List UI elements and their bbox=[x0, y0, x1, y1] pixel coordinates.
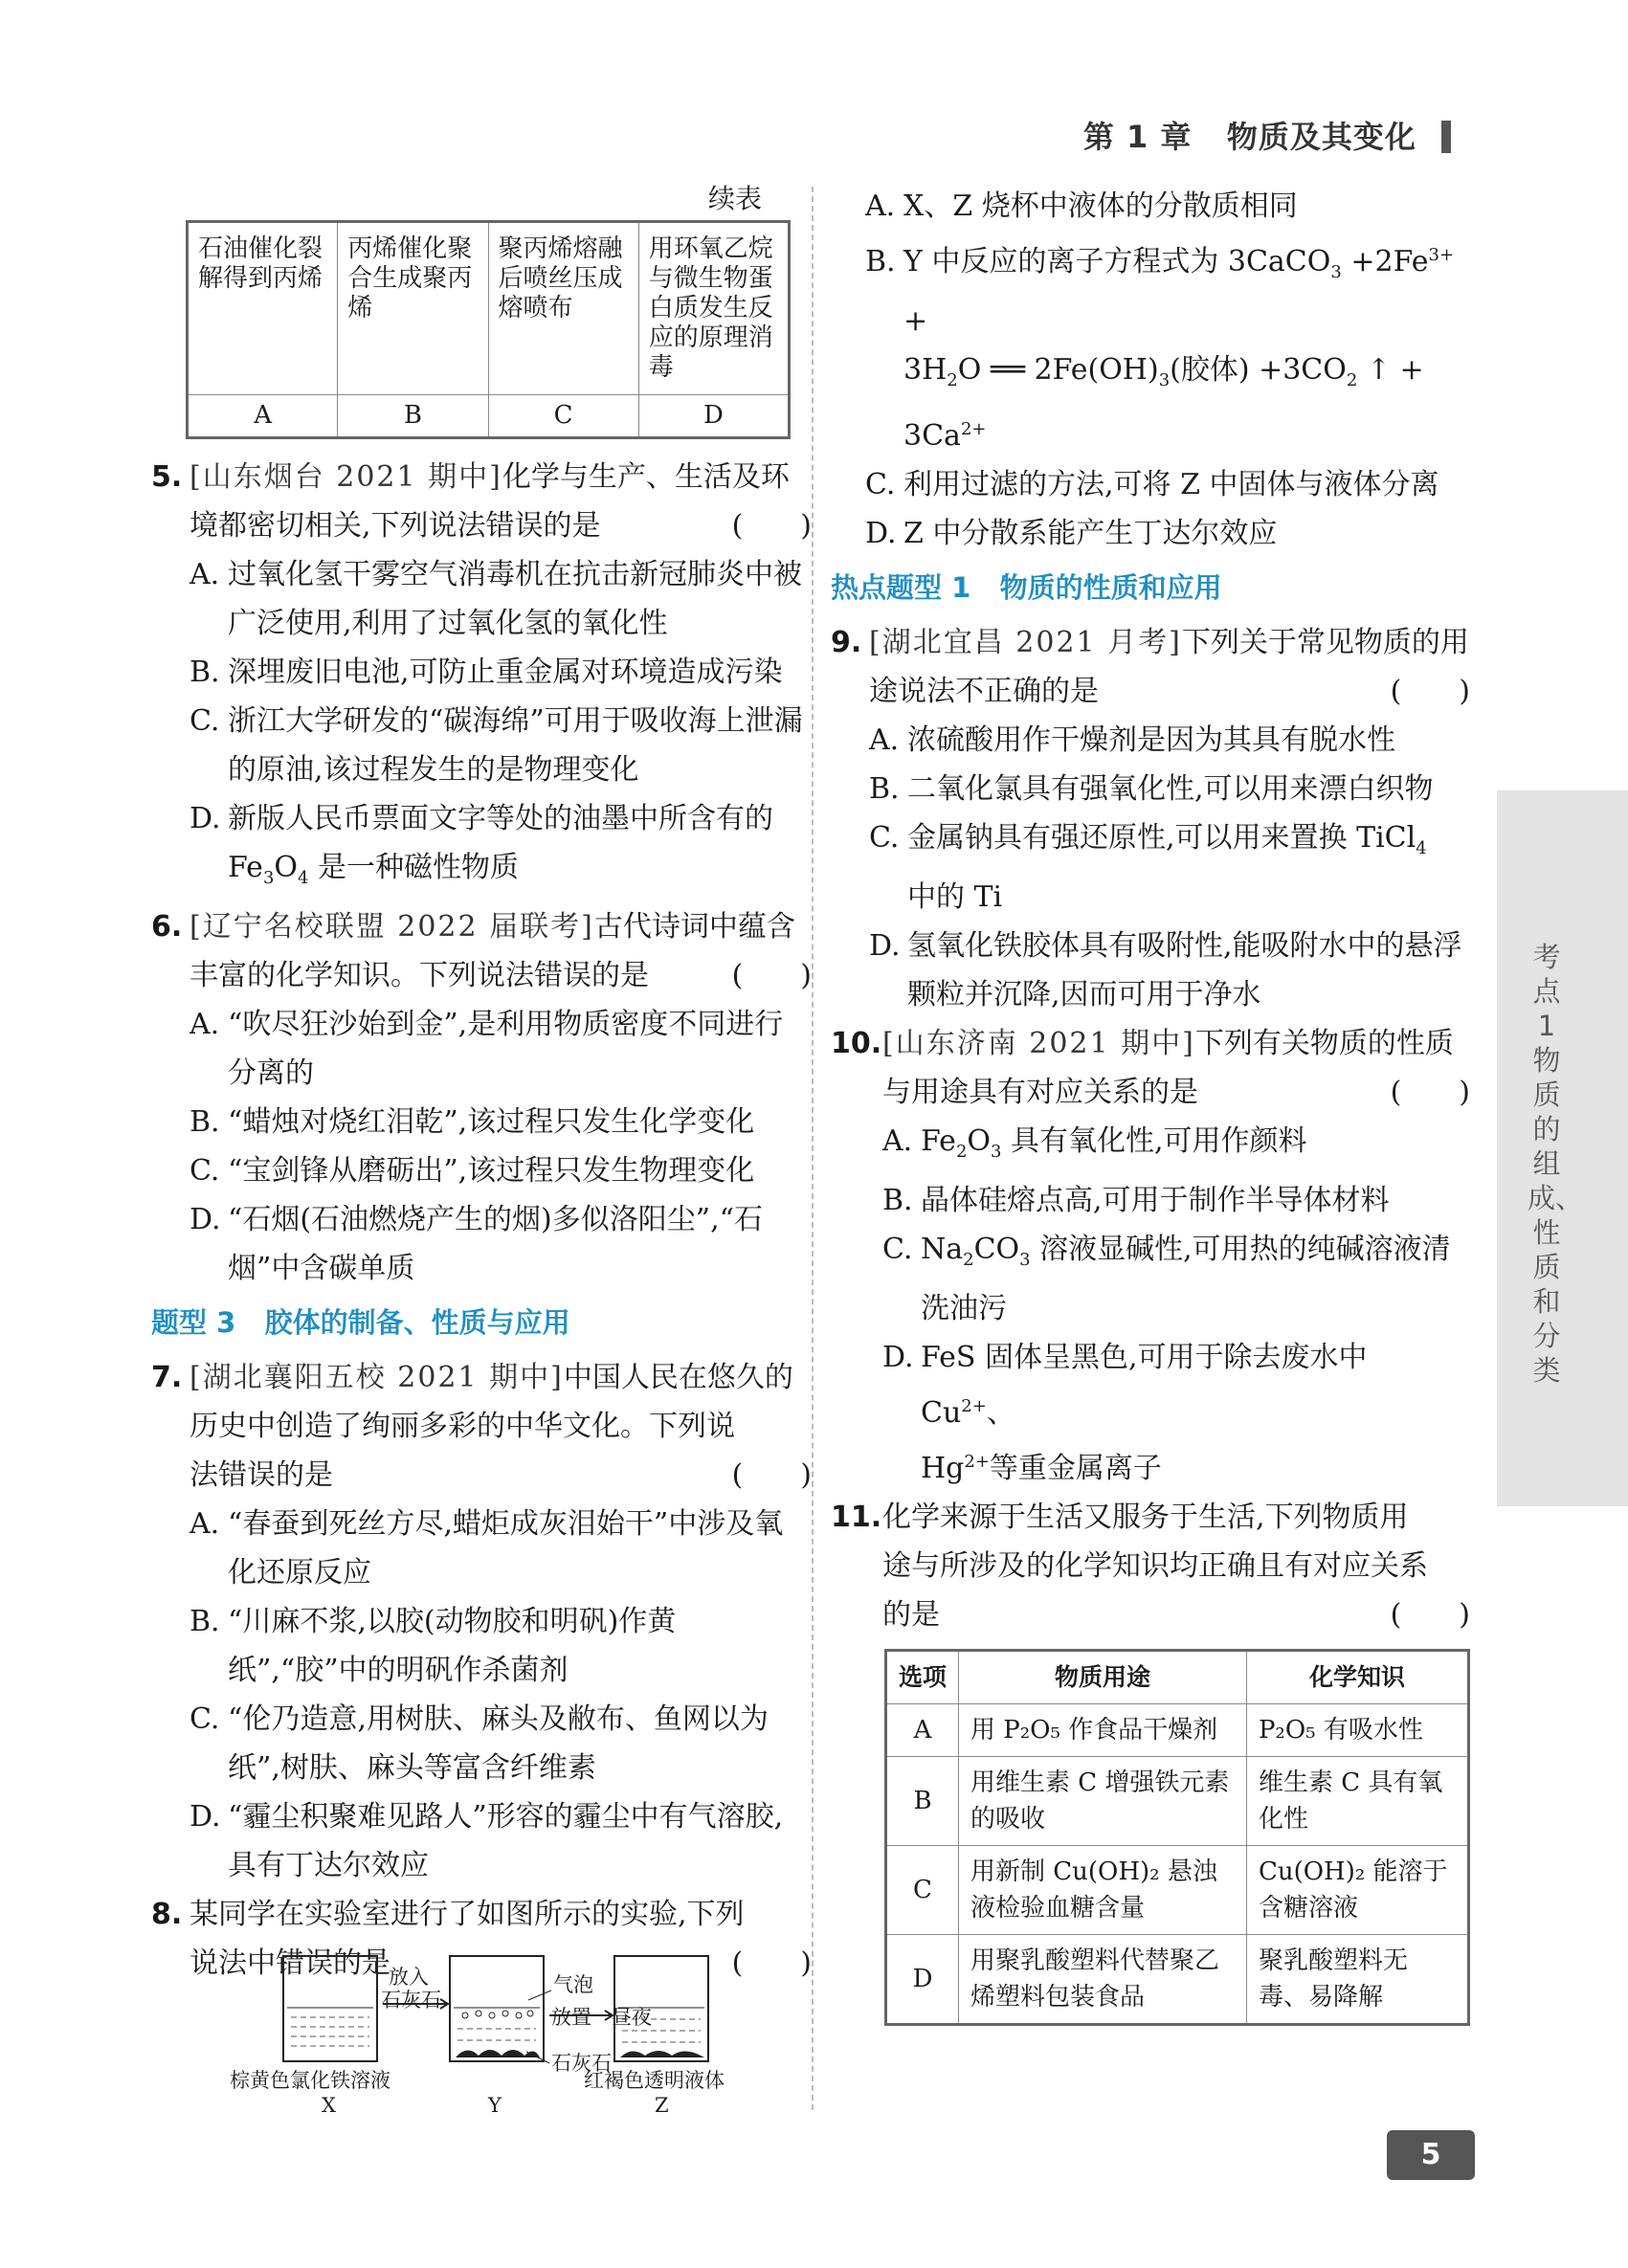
stone-label: 石灰石 bbox=[551, 2052, 612, 2075]
question-stem: 途说法不正确的是 bbox=[869, 675, 1099, 708]
table-caption: 续表 bbox=[707, 183, 762, 214]
option-a: A. X、Z 烧杯中液体的分散质相同 bbox=[865, 189, 1298, 223]
x-desc: 棕黄色氯化铁溶液 bbox=[230, 2069, 390, 2092]
answer-paren: ( ) bbox=[1390, 1076, 1470, 1109]
option-b: B. 二氧化氯具有强氧化性,可以用来漂白织物 bbox=[869, 772, 1434, 806]
page-number: 5 bbox=[1387, 2130, 1475, 2180]
question-number: 11. bbox=[831, 1501, 882, 1534]
table-cell: A bbox=[886, 1704, 959, 1757]
left-column bbox=[151, 182, 812, 1988]
question-5 bbox=[151, 453, 812, 902]
question-stem: 化学来源于生活又服务于生活,下列物质用 bbox=[882, 1501, 1409, 1534]
option-b: B. 晶体硅熔点高,可用于制作半导体材料 bbox=[882, 1184, 1390, 1217]
question-stem: 说法中错误的是 bbox=[190, 1946, 390, 1980]
table-cell: 用聚乳酸塑料代替聚乙烯塑料包装食品 bbox=[959, 1935, 1247, 2025]
header-bar bbox=[1441, 121, 1451, 153]
option-a: A. 浓硫酸用作干燥剂是因为其具有脱水性 bbox=[869, 723, 1395, 757]
table-cell: P₂O₅ 有吸水性 bbox=[1246, 1704, 1468, 1757]
table-row bbox=[886, 1846, 1469, 1935]
question-number: 7. bbox=[151, 1361, 183, 1394]
option-b: B. “川麻不浆,以胶(动物胶和明矾)作黄纸”,“胶”中的明矾作杀菌剂 bbox=[190, 1605, 677, 1687]
table-label: C bbox=[488, 395, 638, 438]
table-cell: B bbox=[886, 1757, 959, 1846]
section-heading bbox=[151, 1299, 812, 1347]
question-stem: 某同学在实验室进行了如图所示的实验,下列 bbox=[190, 1898, 745, 1931]
table-cell: 用环氧乙烷与微生物蛋白质发生反应的原理消毒 bbox=[638, 222, 789, 395]
table-cell: 石油催化裂解得到丙烯 bbox=[188, 222, 338, 395]
question-7 bbox=[151, 1353, 812, 1890]
question-stem: 与用途具有对应关系的是 bbox=[882, 1076, 1198, 1109]
option-c: C. “宝剑锋从磨砺出”,该过程只发生物理变化 bbox=[190, 1154, 755, 1188]
question-stem: 丰富的化学知识。下列说法错误的是 bbox=[190, 959, 649, 992]
answer-paren: ( ) bbox=[731, 1946, 812, 1980]
option-a: A. “春蚕到死丝方尽,蜡炬成灰泪始干”中涉及氧化还原反应 bbox=[190, 1507, 784, 1590]
option-c: C. 金属钠具有强还原性,可以用来置换 TiCl$_4$ 中的 Ti bbox=[869, 821, 1427, 914]
answer-paren: ( ) bbox=[1390, 1598, 1470, 1632]
option-b: B. “蜡烛对烧红泪乾”,该过程只发生化学变化 bbox=[190, 1105, 755, 1139]
question-number: 8. bbox=[151, 1898, 183, 1931]
question-stem: 境都密切相关,下列说法错误的是 bbox=[190, 509, 601, 543]
question-11-table bbox=[884, 1649, 1470, 2026]
table-header: 选项 bbox=[886, 1651, 959, 1704]
step1-label: 放入 bbox=[389, 1966, 429, 1989]
question-6 bbox=[151, 902, 812, 1293]
chapter-number: 第 1 章 bbox=[1082, 119, 1193, 155]
y-label: Y bbox=[488, 2094, 502, 2117]
option-c: C. “伦乃造意,用树肤、麻头及敝布、鱼网以为纸”,树肤、麻头等富含纤维素 bbox=[190, 1702, 769, 1785]
column-divider bbox=[812, 187, 814, 2110]
chapter-title: 物质及其变化 bbox=[1226, 119, 1416, 155]
question-stem: 历史中创造了绚丽多彩的中华文化。下列说 bbox=[190, 1410, 735, 1443]
table-label: D bbox=[638, 395, 789, 438]
table-row bbox=[886, 1935, 1469, 2025]
section-tag: 热点题型 1 bbox=[831, 571, 971, 604]
question-stem: 中国人民在悠久的 bbox=[563, 1361, 793, 1394]
option-c: C. 浙江大学研发的“碳海绵”可用于吸收海上泄漏的原油,该过程发生的是物理变化 bbox=[190, 704, 803, 787]
bubble-label: 气泡 bbox=[553, 1973, 593, 1996]
option-b: B. Y 中反应的离子方程式为 3CaCO$_3$ $+2Fe^{3+}$ + $3H_2O$ ══ $2Fe(OH)_3$(胶体) $+3CO_2$ ↑ + $3Ca^{2+}$ bbox=[865, 245, 1455, 453]
question-number: 10. bbox=[831, 1027, 882, 1060]
option-d: D. 氢氧化铁胶体具有吸附性,能吸附水中的悬浮颗粒并沉降,因而可用于净水 bbox=[869, 929, 1462, 1012]
question-stem: 古代诗词中蕴含 bbox=[593, 910, 795, 944]
table-header: 物质用途 bbox=[959, 1651, 1247, 1704]
table-row bbox=[886, 1704, 1469, 1757]
option-a: A. $Fe_2O_3$ 具有氧化性,可用作颜料 bbox=[882, 1124, 1307, 1162]
continued-table bbox=[186, 220, 791, 439]
section-title: 物质的性质和应用 bbox=[999, 571, 1222, 604]
question-number: 9. bbox=[831, 626, 862, 659]
table-cell: 用新制 Cu(OH)₂ 悬浊液检验血糖含量 bbox=[959, 1846, 1247, 1935]
table-header: 化学知识 bbox=[1246, 1651, 1468, 1704]
table-cell: D bbox=[886, 1935, 959, 2025]
step2-label: 放置一昼夜 bbox=[551, 2006, 652, 2029]
question-stem: 法错误的是 bbox=[190, 1458, 333, 1492]
option-d: D. Z 中分散系能产生丁达尔效应 bbox=[865, 517, 1278, 550]
x-label: X bbox=[322, 2094, 336, 2117]
table-cell: Cu(OH)₂ 能溶于含糖溶液 bbox=[1246, 1846, 1468, 1935]
question-stem: 化学与生产、生活及环 bbox=[502, 460, 790, 494]
side-tab-label: 考点1 物质的组成、性质和分类 bbox=[1528, 941, 1584, 1387]
option-d: D. FeS 固体呈黑色,可用于除去废水中 $Cu^{2+}$、 $Hg^{2+}$等重金属离子 bbox=[882, 1341, 1368, 1485]
question-10 bbox=[831, 1019, 1470, 1493]
experiment-figure bbox=[228, 1952, 764, 2121]
question-9 bbox=[831, 618, 1470, 1019]
answer-paren: ( ) bbox=[1390, 675, 1470, 708]
option-b: B. 深埋废旧电池,可防止重金属对环境造成污染 bbox=[190, 656, 783, 689]
section-tag: 题型 3 bbox=[151, 1306, 236, 1339]
table-cell: 维生素 C 具有氧化性 bbox=[1246, 1757, 1468, 1846]
question-source: [湖北襄阳五校 2021 期中] bbox=[190, 1361, 564, 1394]
option-d: D. 新版人民币票面文字等处的油墨中所含有的 $Fe_3O_4$ 是一种磁性物质 bbox=[190, 802, 773, 888]
option-c: C. 利用过滤的方法,可将 Z 中固体与液体分离 bbox=[865, 468, 1439, 501]
answer-paren: ( ) bbox=[731, 1458, 812, 1492]
answer-paren: ( ) bbox=[731, 509, 812, 543]
table-cell: 丙烯催化聚合生成聚丙烯 bbox=[338, 222, 488, 395]
table-cell: 聚乳酸塑料无毒、易降解 bbox=[1246, 1935, 1468, 2025]
option-c: C. $Na_2CO_3$ 溶液显碱性,可用热的纯碱溶液清洗油污 bbox=[882, 1233, 1451, 1325]
option-d: D. “石烟(石油燃烧产生的烟)多似洛阳尘”,“石烟”中含碳单质 bbox=[190, 1203, 763, 1285]
question-stem: 途与所涉及的化学知识均正确且有对应关系 bbox=[882, 1549, 1428, 1583]
question-stem: 的是 bbox=[882, 1598, 940, 1632]
table-label: B bbox=[338, 395, 488, 438]
table-label: A bbox=[188, 395, 338, 438]
question-source: [山东烟台 2021 期中] bbox=[190, 460, 502, 494]
beaker-y bbox=[450, 1956, 544, 2061]
page-header bbox=[1083, 113, 1451, 157]
question-number: 6. bbox=[151, 910, 183, 944]
question-8-options bbox=[831, 182, 1470, 558]
section-title: 胶体的制备、性质与应用 bbox=[264, 1306, 570, 1339]
z-desc: 红褐色透明液体 bbox=[584, 2069, 725, 2092]
question-stem: 下列关于常见物质的用 bbox=[1181, 626, 1469, 659]
table-row bbox=[886, 1757, 1469, 1846]
option-d: D. “霾尘积聚难见路人”形容的霾尘中有气溶胶,具有丁达尔效应 bbox=[190, 1800, 784, 1882]
answer-paren: ( ) bbox=[731, 959, 812, 992]
question-stem: 下列有关物质的性质 bbox=[1194, 1027, 1454, 1060]
beaker-x bbox=[283, 1956, 377, 2061]
question-source: [山东济南 2021 期中] bbox=[882, 1027, 1195, 1060]
option-a: A. 过氧化氢干雾空气消毒机在抗击新冠肺炎中被广泛使用,利用了过氧化氢的氧化性 bbox=[190, 558, 802, 640]
question-11 bbox=[831, 1493, 1470, 1639]
question-source: [湖北宜昌 2021 月考] bbox=[869, 626, 1182, 659]
option-a: A. “吹尽狂沙始到金”,是利用物质密度不同进行分离的 bbox=[190, 1008, 784, 1090]
question-source: [辽宁名校联盟 2022 届联考] bbox=[190, 910, 594, 944]
right-column bbox=[831, 182, 1470, 2026]
table-cell: 用 P₂O₅ 作食品干燥剂 bbox=[959, 1704, 1247, 1757]
step1-label-b: 石灰石 bbox=[381, 1989, 441, 2012]
z-label: Z bbox=[655, 2094, 669, 2117]
section-heading bbox=[831, 564, 1470, 612]
table-cell: C bbox=[886, 1846, 959, 1935]
table-cell: 用维生素 C 增强铁元素的吸收 bbox=[959, 1757, 1247, 1846]
table-cell: 聚丙烯熔融后喷丝压成熔喷布 bbox=[488, 222, 638, 395]
question-number: 5. bbox=[151, 460, 183, 494]
